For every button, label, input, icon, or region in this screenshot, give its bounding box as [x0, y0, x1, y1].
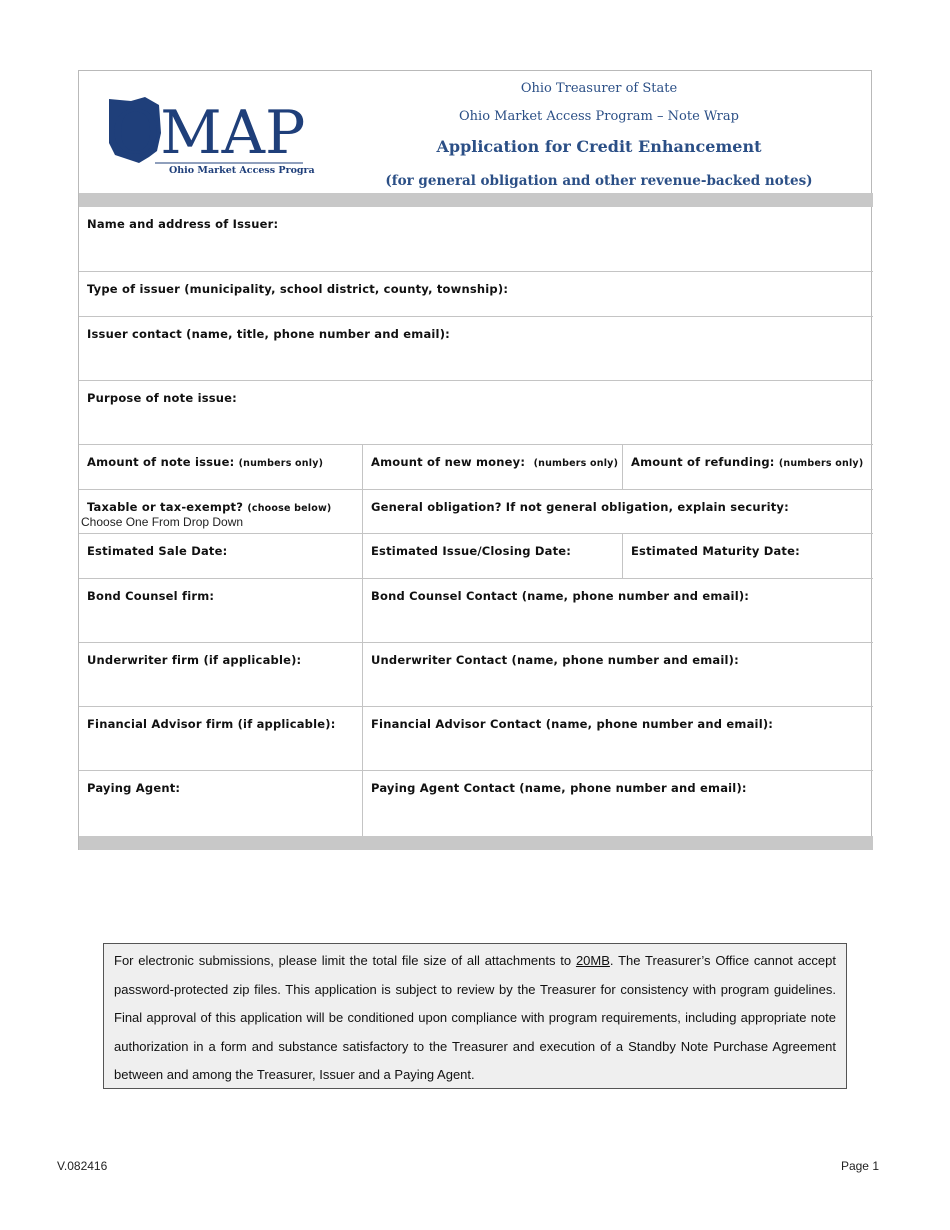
paying-agent-label: Paying Agent:: [87, 781, 181, 795]
paying-agent-contact-field[interactable]: [362, 771, 873, 836]
bond-counsel-contact-field[interactable]: [362, 579, 873, 643]
general-obligation-field[interactable]: [362, 490, 873, 534]
amount-refunding-field[interactable]: [622, 445, 873, 490]
application-form: [78, 70, 872, 850]
program-heading: Ohio Market Access Program – Note Wrap: [459, 109, 739, 124]
amount-refunding-label: Amount of refunding: (numbers only): [631, 455, 864, 469]
sale-date-field[interactable]: [79, 534, 362, 579]
financial-advisor-contact-label: Financial Advisor Contact (name, phone number and email):: [371, 717, 774, 731]
page-subtitle: (for general obligation and other revenue-backed notes): [385, 173, 813, 189]
bond-counsel-contact-label: Bond Counsel Contact (name, phone number and email):: [371, 589, 750, 603]
issuer-type-label: Type of issuer (municipality, school district, county, township):: [87, 282, 509, 296]
notice-text-start: For electronic submissions, please limit the total file size of all attachments to: [114, 953, 576, 968]
issuer-contact-field[interactable]: [79, 317, 873, 381]
page-number: Page 1: [840, 1159, 879, 1173]
issuer-contact-label: Issuer contact (name, title, phone number and email):: [87, 327, 450, 341]
financial-advisor-contact-field[interactable]: [362, 707, 873, 771]
amount-new-money-label: Amount of new money: (numbers only): [371, 455, 619, 469]
version-label: V.082416: [57, 1159, 108, 1173]
financial-advisor-firm-label: Financial Advisor firm (if applicable):: [87, 717, 336, 731]
financial-advisor-firm-field[interactable]: [79, 707, 362, 771]
issuer-type-field[interactable]: [79, 272, 873, 317]
closing-date-field[interactable]: [362, 534, 622, 579]
maturity-date-label: Estimated Maturity Date:: [631, 544, 800, 558]
paying-agent-contact-label: Paying Agent Contact (name, phone number and email):: [371, 781, 747, 795]
purpose-label: Purpose of note issue:: [87, 391, 237, 405]
submission-notice: [103, 943, 847, 1089]
amount-note-label: Amount of note issue: (numbers only): [87, 455, 324, 469]
page-title: Application for Credit Enhancement: [436, 137, 762, 156]
maturity-date-field[interactable]: [622, 534, 873, 579]
form-header: [79, 71, 873, 193]
omap-logo: [105, 93, 315, 179]
purpose-field[interactable]: [79, 381, 873, 445]
bond-counsel-firm-field[interactable]: [79, 579, 362, 643]
logo-text: OMAP: [111, 98, 306, 168]
logo-subtitle: Ohio Market Access Program: [169, 165, 315, 176]
taxable-dropdown[interactable]: Choose One From Drop Down: [81, 515, 244, 529]
amount-new-money-field[interactable]: [362, 445, 622, 490]
general-obligation-label: General obligation? If not general obligation, explain security:: [371, 500, 789, 514]
closing-date-label: Estimated Issue/Closing Date:: [371, 544, 572, 558]
omap-logo-icon: [105, 93, 315, 179]
taxable-field: [79, 490, 362, 534]
underwriter-firm-label: Underwriter firm (if applicable):: [87, 653, 302, 667]
bond-counsel-firm-label: Bond Counsel firm:: [87, 589, 215, 603]
taxable-label: Taxable or tax-exempt? (choose below): [87, 500, 332, 514]
underwriter-contact-label: Underwriter Contact (name, phone number and email):: [371, 653, 739, 667]
section-divider-bottom: [79, 836, 873, 850]
paying-agent-field[interactable]: [79, 771, 362, 836]
issuer-name-field[interactable]: [79, 207, 873, 272]
file-size-limit: 20MB: [575, 953, 610, 968]
issuer-name-label: Name and address of Issuer:: [87, 217, 279, 231]
notice-text-end: . The Treasurer’s Office cannot accept password-protected zip files. This application is subject to review by the Treasurer for consistency with program guidelines. Final approval of this application will be conditioned upon compliance with program requirements, including appropriate note authorization in a form and substance satisfactory to the Treasurer and execution of a Standby Note Purchase Agreement between and among the Treasurer, Issuer and a Paying Agent.: [114, 953, 837, 1082]
underwriter-firm-field[interactable]: [79, 643, 362, 707]
treasurer-heading: Ohio Treasurer of State: [520, 81, 678, 96]
underwriter-contact-field[interactable]: [362, 643, 873, 707]
sale-date-label: Estimated Sale Date:: [87, 544, 228, 558]
section-divider-top: [79, 193, 873, 207]
amount-note-field[interactable]: [79, 445, 362, 490]
